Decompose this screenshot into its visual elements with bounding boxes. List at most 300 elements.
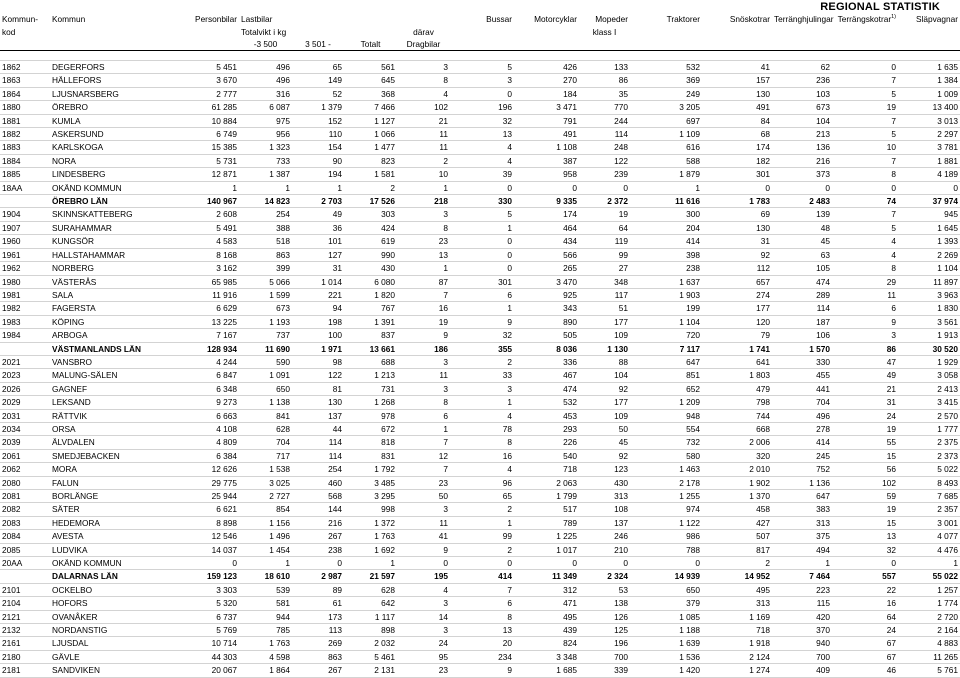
- value-cell: 104: [772, 114, 832, 127]
- value-cell: 11: [397, 516, 450, 529]
- value-cell: 31: [702, 235, 772, 248]
- kommun-name-cell: HEDEMORA: [50, 516, 172, 529]
- kommun-code-cell: 1983: [0, 315, 50, 328]
- value-cell: 4: [397, 583, 450, 596]
- value-cell: 619: [344, 235, 397, 248]
- value-cell: 96: [450, 476, 514, 489]
- kommun-name-cell: VANSBRO: [50, 355, 172, 368]
- value-cell: 23: [397, 476, 450, 489]
- value-cell: 1: [630, 181, 702, 194]
- value-cell: 44 303: [172, 650, 239, 663]
- value-cell: 1 741: [702, 342, 772, 355]
- kommun-code-cell: 1863: [0, 74, 50, 87]
- value-cell: 2 006: [702, 436, 772, 449]
- value-cell: 53: [579, 583, 630, 596]
- value-cell: 50: [579, 422, 630, 435]
- kommun-code-cell: 2021: [0, 355, 50, 368]
- header-kommun: Kommun: [52, 14, 86, 25]
- value-cell: 270: [514, 74, 579, 87]
- value-cell: 140 967: [172, 195, 239, 208]
- kommun-code-cell: 2104: [0, 597, 50, 610]
- kommun-code-cell: 2121: [0, 610, 50, 623]
- value-cell: 1 496: [239, 530, 292, 543]
- value-cell: 3: [450, 382, 514, 395]
- value-cell: 31: [832, 396, 898, 409]
- value-cell: 7: [832, 74, 898, 87]
- value-cell: 12 546: [172, 530, 239, 543]
- county-total-row: [0, 195, 960, 208]
- table-row: [0, 543, 960, 556]
- table-row: [0, 449, 960, 462]
- value-cell: 8: [397, 74, 450, 87]
- value-cell: 851: [630, 369, 702, 382]
- value-cell: 8 036: [514, 342, 579, 355]
- kommun-name-cell: KUNGSÖR: [50, 235, 172, 248]
- value-cell: 731: [344, 382, 397, 395]
- header-slapvagnar: Släpvagnar: [916, 14, 958, 25]
- value-cell: 37 974: [898, 195, 960, 208]
- value-cell: 1: [898, 557, 960, 570]
- value-cell: 767: [344, 302, 397, 315]
- value-cell: 13: [450, 624, 514, 637]
- kommun-code-cell: 2101: [0, 583, 50, 596]
- value-cell: 3 058: [898, 369, 960, 382]
- value-cell: 945: [898, 208, 960, 221]
- value-cell: 92: [579, 449, 630, 462]
- value-cell: 103: [772, 87, 832, 100]
- value-cell: 1 637: [630, 275, 702, 288]
- value-cell: 1 225: [514, 530, 579, 543]
- value-cell: 159 123: [172, 570, 239, 583]
- value-cell: 15: [832, 516, 898, 529]
- value-cell: 11 916: [172, 288, 239, 301]
- value-cell: 30 520: [898, 342, 960, 355]
- value-cell: 35: [579, 87, 630, 100]
- value-cell: 1 108: [514, 141, 579, 154]
- value-cell: 1 379: [292, 101, 344, 114]
- value-cell: 239: [579, 168, 630, 181]
- kommun-name-cell: DALARNAS LÄN: [50, 570, 172, 583]
- value-cell: 3 303: [172, 583, 239, 596]
- value-cell: 0: [450, 557, 514, 570]
- value-cell: 19: [832, 503, 898, 516]
- header-dragbilar: Dragbilar: [397, 38, 450, 51]
- table-row: [0, 369, 960, 382]
- value-cell: 44: [292, 422, 344, 435]
- value-cell: 557: [832, 570, 898, 583]
- value-cell: 13 400: [898, 101, 960, 114]
- value-cell: 3 205: [630, 101, 702, 114]
- value-cell: 1 104: [630, 315, 702, 328]
- value-cell: 50: [397, 490, 450, 503]
- value-cell: 642: [344, 597, 397, 610]
- value-cell: 32: [450, 114, 514, 127]
- value-cell: 278: [772, 422, 832, 435]
- value-cell: 1 913: [898, 329, 960, 342]
- kommun-name-cell: VÄSTMANLANDS LÄN: [50, 342, 172, 355]
- value-cell: 11 690: [239, 342, 292, 355]
- kommun-name-cell: HOFORS: [50, 597, 172, 610]
- value-cell: 5 461: [344, 650, 397, 663]
- kommun-code-cell: 2081: [0, 490, 50, 503]
- header-from-3501: 3 501 -: [292, 38, 344, 51]
- value-cell: 139: [772, 208, 832, 221]
- value-cell: 122: [579, 154, 630, 167]
- header-motorcyklar: Motorcyklar: [534, 14, 577, 25]
- value-cell: 518: [239, 235, 292, 248]
- value-cell: 414: [450, 570, 514, 583]
- value-cell: 10 884: [172, 114, 239, 127]
- value-cell: 2 570: [898, 409, 960, 422]
- value-cell: 10: [397, 168, 450, 181]
- kommun-name-cell: LJUSDAL: [50, 637, 172, 650]
- value-cell: 114: [772, 302, 832, 315]
- value-cell: 10: [832, 141, 898, 154]
- value-cell: 494: [772, 543, 832, 556]
- value-cell: 9: [450, 664, 514, 677]
- value-cell: 6 087: [239, 101, 292, 114]
- value-cell: 770: [579, 101, 630, 114]
- value-cell: 122: [292, 369, 344, 382]
- value-cell: 890: [514, 315, 579, 328]
- table-row: [0, 262, 960, 275]
- value-cell: 379: [630, 597, 702, 610]
- value-cell: 9: [397, 329, 450, 342]
- value-cell: 0: [832, 61, 898, 74]
- value-cell: 13: [832, 530, 898, 543]
- value-cell: 9: [397, 543, 450, 556]
- table-row: [0, 114, 960, 127]
- value-cell: 47: [832, 355, 898, 368]
- value-cell: 2 608: [172, 208, 239, 221]
- value-cell: 289: [772, 288, 832, 301]
- value-cell: 2 357: [898, 503, 960, 516]
- value-cell: 105: [772, 262, 832, 275]
- value-cell: 1 581: [344, 168, 397, 181]
- value-cell: 88: [579, 355, 630, 368]
- value-cell: 2: [450, 355, 514, 368]
- value-cell: 1: [397, 422, 450, 435]
- value-cell: 1: [239, 557, 292, 570]
- value-cell: 788: [630, 543, 702, 556]
- table-row: [0, 221, 960, 234]
- header-personbilar: Personbilar: [195, 14, 237, 25]
- value-cell: 343: [514, 302, 579, 315]
- kommun-name-cell: OKÄND KOMMUN: [50, 557, 172, 570]
- value-cell: 1 372: [344, 516, 397, 529]
- value-cell: 831: [344, 449, 397, 462]
- value-cell: 491: [702, 101, 772, 114]
- value-cell: 94: [292, 302, 344, 315]
- value-cell: 5 066: [239, 275, 292, 288]
- value-cell: 194: [292, 168, 344, 181]
- value-cell: 3: [397, 503, 450, 516]
- value-cell: 387: [514, 154, 579, 167]
- value-cell: 7: [397, 288, 450, 301]
- value-cell: 791: [514, 114, 579, 127]
- value-cell: 1 391: [344, 315, 397, 328]
- kommun-name-cell: SURAHAMMAR: [50, 221, 172, 234]
- kommun-code-cell: 2029: [0, 396, 50, 409]
- value-cell: 49: [832, 369, 898, 382]
- value-cell: 63: [772, 248, 832, 261]
- value-cell: 1 763: [344, 530, 397, 543]
- header-darav: därav: [413, 26, 434, 37]
- value-cell: 199: [630, 302, 702, 315]
- value-cell: 507: [702, 530, 772, 543]
- value-cell: 496: [772, 409, 832, 422]
- value-cell: 330: [772, 355, 832, 368]
- value-cell: 128 934: [172, 342, 239, 355]
- value-cell: 650: [239, 382, 292, 395]
- value-cell: 1 387: [239, 168, 292, 181]
- value-cell: 7 464: [772, 570, 832, 583]
- value-cell: 138: [579, 597, 630, 610]
- kommun-code-cell: 2085: [0, 543, 50, 556]
- kommun-name-cell: LINDESBERG: [50, 168, 172, 181]
- value-cell: 0: [292, 557, 344, 570]
- value-cell: 2 483: [772, 195, 832, 208]
- value-cell: 336: [514, 355, 579, 368]
- value-cell: 8 168: [172, 248, 239, 261]
- kommun-name-cell: ARBOGA: [50, 329, 172, 342]
- value-cell: 64: [832, 610, 898, 623]
- value-cell: 1 803: [702, 369, 772, 382]
- value-cell: 3: [397, 61, 450, 74]
- value-cell: 1 639: [630, 637, 702, 650]
- value-cell: 65: [450, 490, 514, 503]
- value-cell: 474: [772, 275, 832, 288]
- kommun-name-cell: VÄSTERÅS: [50, 275, 172, 288]
- value-cell: 61: [292, 597, 344, 610]
- value-cell: 69: [702, 208, 772, 221]
- value-cell: 104: [579, 369, 630, 382]
- kommun-name-cell: KUMLA: [50, 114, 172, 127]
- value-cell: 4 583: [172, 235, 239, 248]
- value-cell: 398: [630, 248, 702, 261]
- value-cell: 688: [344, 355, 397, 368]
- footnote-marker: 1): [891, 14, 896, 21]
- value-cell: 226: [514, 436, 579, 449]
- value-cell: 590: [239, 355, 292, 368]
- value-cell: 1: [450, 516, 514, 529]
- value-cell: 1 393: [898, 235, 960, 248]
- value-cell: 458: [702, 503, 772, 516]
- kommun-name-cell: OVANÅKER: [50, 610, 172, 623]
- value-cell: 460: [292, 476, 344, 489]
- value-cell: 14: [397, 610, 450, 623]
- value-cell: 1 104: [898, 262, 960, 275]
- value-cell: 0: [898, 181, 960, 194]
- value-cell: 1 645: [898, 221, 960, 234]
- value-cell: 2 124: [702, 650, 772, 663]
- value-cell: 24: [832, 624, 898, 637]
- value-cell: 1 255: [630, 490, 702, 503]
- kommun-name-cell: LJUSNARSBERG: [50, 87, 172, 100]
- value-cell: 430: [344, 262, 397, 275]
- value-cell: 581: [239, 597, 292, 610]
- kommun-code-cell: 2031: [0, 409, 50, 422]
- value-cell: 0: [832, 557, 898, 570]
- value-cell: 1: [772, 557, 832, 570]
- value-cell: 752: [772, 463, 832, 476]
- value-cell: 430: [579, 476, 630, 489]
- value-cell: 2 297: [898, 128, 960, 141]
- value-cell: 174: [702, 141, 772, 154]
- value-cell: 2 324: [579, 570, 630, 583]
- value-cell: 130: [292, 396, 344, 409]
- value-cell: 368: [344, 87, 397, 100]
- value-cell: 8: [450, 610, 514, 623]
- value-cell: 9: [450, 315, 514, 328]
- value-cell: 20: [450, 637, 514, 650]
- value-cell: 1 384: [898, 74, 960, 87]
- value-cell: 6: [397, 409, 450, 422]
- value-cell: 1 599: [239, 288, 292, 301]
- value-cell: 426: [514, 61, 579, 74]
- value-cell: 3 963: [898, 288, 960, 301]
- value-cell: 246: [579, 530, 630, 543]
- kommun-name-cell: AVESTA: [50, 530, 172, 543]
- value-cell: 68: [702, 128, 772, 141]
- table-row: [0, 315, 960, 328]
- value-cell: 313: [579, 490, 630, 503]
- value-cell: 19: [579, 208, 630, 221]
- table-row: [0, 463, 960, 476]
- value-cell: 110: [292, 128, 344, 141]
- value-cell: 174: [514, 208, 579, 221]
- kommun-code-cell: 2161: [0, 637, 50, 650]
- table-row: [0, 503, 960, 516]
- value-cell: 944: [239, 610, 292, 623]
- kommun-name-cell: DEGERFORS: [50, 61, 172, 74]
- value-cell: 4: [450, 409, 514, 422]
- header-totalvikt: Totalvikt i kg: [241, 26, 287, 37]
- value-cell: 1 370: [702, 490, 772, 503]
- value-cell: 45: [579, 436, 630, 449]
- value-cell: 238: [630, 262, 702, 275]
- table-row: [0, 650, 960, 663]
- kommun-code-cell: 1880: [0, 101, 50, 114]
- value-cell: 2 720: [898, 610, 960, 623]
- kommun-code-cell: [0, 195, 50, 208]
- value-cell: 182: [702, 154, 772, 167]
- value-cell: 824: [514, 637, 579, 650]
- value-cell: 41: [702, 61, 772, 74]
- value-cell: 5: [832, 87, 898, 100]
- value-cell: 0: [450, 235, 514, 248]
- value-cell: 0: [772, 181, 832, 194]
- value-cell: 1 130: [579, 342, 630, 355]
- table-row: [0, 275, 960, 288]
- kommun-name-cell: GÄVLE: [50, 650, 172, 663]
- value-cell: 1 213: [344, 369, 397, 382]
- value-cell: 0: [630, 557, 702, 570]
- value-cell: 2: [344, 181, 397, 194]
- value-cell: 11 897: [898, 275, 960, 288]
- value-cell: 5: [450, 208, 514, 221]
- value-cell: 0: [172, 557, 239, 570]
- value-cell: 1 692: [344, 543, 397, 556]
- value-cell: 3: [397, 208, 450, 221]
- value-cell: 1: [450, 302, 514, 315]
- table-row: [0, 530, 960, 543]
- kommun-name-cell: KARLSKOGA: [50, 141, 172, 154]
- kommun-name-cell: OKÄND KOMMUN: [50, 181, 172, 194]
- value-cell: 9: [832, 315, 898, 328]
- value-cell: 1 777: [898, 422, 960, 435]
- value-cell: 6 749: [172, 128, 239, 141]
- header-kod: kod: [2, 26, 16, 37]
- value-cell: 1 085: [630, 610, 702, 623]
- value-cell: 24: [397, 637, 450, 650]
- value-cell: 817: [702, 543, 772, 556]
- kommun-code-cell: 2084: [0, 530, 50, 543]
- value-cell: 9 335: [514, 195, 579, 208]
- value-cell: 14 037: [172, 543, 239, 556]
- value-cell: 958: [514, 168, 579, 181]
- value-cell: 704: [239, 436, 292, 449]
- value-cell: 3: [397, 624, 450, 637]
- value-cell: 86: [832, 342, 898, 355]
- value-cell: 616: [630, 141, 702, 154]
- value-cell: 1 156: [239, 516, 292, 529]
- value-cell: 316: [239, 87, 292, 100]
- kommun-name-cell: MORA: [50, 463, 172, 476]
- value-cell: 46: [832, 664, 898, 677]
- value-cell: 274: [702, 288, 772, 301]
- kommun-name-cell: HÄLLEFORS: [50, 74, 172, 87]
- value-cell: 89: [292, 583, 344, 596]
- value-cell: 1 017: [514, 543, 579, 556]
- value-cell: 14 823: [239, 195, 292, 208]
- table-row: [0, 396, 960, 409]
- value-cell: 245: [772, 449, 832, 462]
- value-cell: 301: [702, 168, 772, 181]
- value-cell: 789: [514, 516, 579, 529]
- value-cell: 1 274: [702, 664, 772, 677]
- value-cell: 31: [292, 262, 344, 275]
- value-cell: 92: [579, 382, 630, 395]
- value-cell: 2 372: [579, 195, 630, 208]
- value-cell: 420: [772, 610, 832, 623]
- value-cell: 1: [397, 262, 450, 275]
- value-cell: 0: [579, 557, 630, 570]
- value-cell: 7: [397, 463, 450, 476]
- value-cell: 568: [292, 490, 344, 503]
- value-cell: 1 109: [630, 128, 702, 141]
- value-cell: 1 188: [630, 624, 702, 637]
- value-cell: 1 881: [898, 154, 960, 167]
- value-cell: 0: [514, 181, 579, 194]
- table-row: [0, 128, 960, 141]
- value-cell: 8: [397, 396, 450, 409]
- kommun-code-cell: 1862: [0, 61, 50, 74]
- value-cell: 1 971: [292, 342, 344, 355]
- value-cell: 2: [450, 543, 514, 556]
- kommun-code-cell: 1904: [0, 208, 50, 221]
- value-cell: 732: [630, 436, 702, 449]
- table-header: [0, 13, 960, 51]
- value-cell: 588: [630, 154, 702, 167]
- report-title: REGIONAL STATISTIK: [820, 1, 940, 13]
- value-cell: 102: [832, 476, 898, 489]
- value-cell: 221: [292, 288, 344, 301]
- kommun-name-cell: SANDVIKEN: [50, 664, 172, 677]
- value-cell: 216: [772, 154, 832, 167]
- value-cell: 978: [344, 409, 397, 422]
- value-cell: 0: [450, 181, 514, 194]
